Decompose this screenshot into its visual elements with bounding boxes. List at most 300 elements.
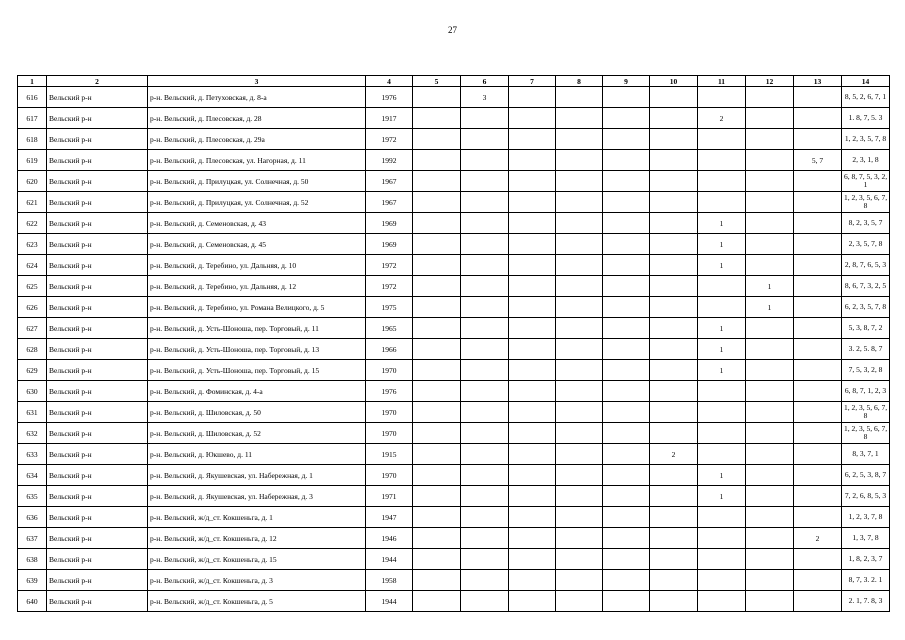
table-cell-col-9 [603,444,650,465]
table-cell-col-12 [746,171,794,192]
table-row [18,528,890,549]
table-cell-col-9 [603,108,650,129]
table-cell-col-14: 6, 8, 7, 1, 2, 3 [842,381,890,402]
column-header-10: 10 [650,76,698,87]
table-cell-col-11: 2 [698,108,746,129]
table-row [18,570,890,591]
table-cell-col-2: Вельский р-н [47,360,148,381]
table-cell-col-10 [650,171,698,192]
table-row [18,297,890,318]
table-row [18,591,890,612]
table-cell-col-14: 1, 2, 3, 5, 6, 7, 8 [842,402,890,423]
table-cell-col-5 [413,213,461,234]
table-cell-col-3: р-н. Вельский, д. Теребино, ул. Романа Велицкого, д. 5 [148,297,366,318]
table-cell-col-8 [556,486,603,507]
table-cell-col-2: Вельский р-н [47,528,148,549]
table-cell-col-9 [603,486,650,507]
table-cell-col-2: Вельский р-н [47,213,148,234]
table-cell-col-9 [603,591,650,612]
table-cell-col-6 [461,570,509,591]
table-cell-col-1: 623 [18,234,47,255]
table-cell-col-13 [794,87,842,108]
table-cell-col-6 [461,423,509,444]
table-cell-col-12 [746,360,794,381]
table-cell-col-13 [794,381,842,402]
table-cell-col-2: Вельский р-н [47,549,148,570]
table-row [18,276,890,297]
table-cell-col-11: 1 [698,465,746,486]
table-cell-col-5 [413,150,461,171]
table-row [18,192,890,213]
table-cell-col-11: 1 [698,486,746,507]
table-cell-col-11 [698,192,746,213]
table-cell-col-12 [746,318,794,339]
table-cell-col-1: 636 [18,507,47,528]
table-cell-col-12 [746,150,794,171]
table-cell-col-4: 1917 [366,108,413,129]
table-cell-col-13 [794,507,842,528]
table-row [18,150,890,171]
table-cell-col-3: р-н. Вельский, д. Плесовская, д. 28 [148,108,366,129]
table-cell-col-14: 8, 7, 3. 2. 1 [842,570,890,591]
table-cell-col-9 [603,87,650,108]
table-cell-col-8 [556,297,603,318]
table-cell-col-9 [603,129,650,150]
table-cell-col-4: 1915 [366,444,413,465]
table-cell-col-8 [556,171,603,192]
table-cell-col-7 [509,528,556,549]
table-cell-col-10 [650,339,698,360]
table-cell-col-14: 1, 2, 3, 5, 7, 8 [842,129,890,150]
table-cell-col-10 [650,486,698,507]
table-cell-col-6 [461,150,509,171]
table-cell-col-14: 8, 6, 7, 3, 2, 5 [842,276,890,297]
table-cell-col-2: Вельский р-н [47,423,148,444]
table-cell-col-11 [698,402,746,423]
table-cell-col-4: 1970 [366,423,413,444]
table-cell-col-8 [556,339,603,360]
table-cell-col-14: 7, 2, 6, 8, 5, 3 [842,486,890,507]
table-cell-col-1: 625 [18,276,47,297]
table-cell-col-14: 3. 2, 5. 8, 7 [842,339,890,360]
table-cell-col-8 [556,276,603,297]
table-cell-col-9 [603,297,650,318]
table-cell-col-10 [650,360,698,381]
table-cell-col-13 [794,318,842,339]
table-cell-col-10 [650,402,698,423]
column-header-8: 8 [556,76,603,87]
table-row [18,87,890,108]
table-cell-col-1: 637 [18,528,47,549]
table-row [18,255,890,276]
table-cell-col-5 [413,87,461,108]
table-cell-col-2: Вельский р-н [47,192,148,213]
table-cell-col-10 [650,255,698,276]
table-cell-col-3: р-н. Вельский, д. Петуховская, д. 8-а [148,87,366,108]
table-cell-col-8 [556,423,603,444]
table-cell-col-12 [746,591,794,612]
table-cell-col-4: 1970 [366,465,413,486]
table-cell-col-7 [509,192,556,213]
table-cell-col-1: 618 [18,129,47,150]
table-cell-col-6 [461,360,509,381]
table-cell-col-4: 1976 [366,381,413,402]
table-cell-col-6 [461,465,509,486]
page-number: 27 [448,25,457,35]
table-cell-col-9 [603,423,650,444]
table-cell-col-3: р-н. Вельский, д. Семеновская, д. 45 [148,234,366,255]
table-cell-col-3: р-н. Вельский, д. Шиловская, д. 50 [148,402,366,423]
table-cell-col-2: Вельский р-н [47,318,148,339]
table-cell-col-12 [746,234,794,255]
table-cell-col-2: Вельский р-н [47,171,148,192]
table-cell-col-9 [603,192,650,213]
table-cell-col-10 [650,423,698,444]
table-cell-col-4: 1992 [366,150,413,171]
table-cell-col-10 [650,549,698,570]
table-cell-col-4: 1969 [366,213,413,234]
table-cell-col-6 [461,276,509,297]
table-cell-col-8 [556,108,603,129]
table-cell-col-6 [461,486,509,507]
table-cell-col-5 [413,486,461,507]
table-cell-col-12 [746,339,794,360]
table-cell-col-7 [509,360,556,381]
table-cell-col-7 [509,465,556,486]
table-cell-col-3: р-н. Вельский, д. Прилуцкая, ул. Солнечная, д. 50 [148,171,366,192]
table-cell-col-2: Вельский р-н [47,108,148,129]
table-cell-col-7 [509,87,556,108]
table-cell-col-1: 639 [18,570,47,591]
table-cell-col-13 [794,213,842,234]
table-cell-col-2: Вельский р-н [47,87,148,108]
table-cell-col-10 [650,234,698,255]
table-cell-col-13 [794,108,842,129]
table-cell-col-3: р-н. Вельский, д. Плесовская, д. 29а [148,129,366,150]
table-cell-col-4: 1975 [366,297,413,318]
table-cell-col-6 [461,234,509,255]
table-cell-col-5 [413,339,461,360]
table-cell-col-3: р-н. Вельский, ж/д_ст. Кокшеньга, д. 5 [148,591,366,612]
table-cell-col-6 [461,108,509,129]
table-cell-col-9 [603,150,650,171]
table-cell-col-1: 631 [18,402,47,423]
table-cell-col-6: 3 [461,87,509,108]
table-cell-col-11: 1 [698,213,746,234]
table-cell-col-8 [556,87,603,108]
table-cell-col-7 [509,507,556,528]
table-cell-col-5 [413,276,461,297]
table-cell-col-14: 6, 2, 5, 3, 8, 7 [842,465,890,486]
table-cell-col-3: р-н. Вельский, д. Якушевская, ул. Набережная, д. 3 [148,486,366,507]
table-row [18,549,890,570]
table-cell-col-14: 7, 5, 3, 2, 8 [842,360,890,381]
table-cell-col-4: 1969 [366,234,413,255]
column-header-3: 3 [148,76,366,87]
table-cell-col-7 [509,591,556,612]
table-cell-col-10 [650,381,698,402]
table-cell-col-13 [794,591,842,612]
table-cell-col-4: 1972 [366,129,413,150]
table-cell-col-11 [698,87,746,108]
table-row [18,402,890,423]
table-cell-col-10 [650,591,698,612]
table-cell-col-13 [794,570,842,591]
table-cell-col-5 [413,192,461,213]
table-cell-col-13 [794,444,842,465]
column-header-11: 11 [698,76,746,87]
table-cell-col-1: 633 [18,444,47,465]
table-cell-col-8 [556,213,603,234]
table-cell-col-2: Вельский р-н [47,255,148,276]
table-cell-col-3: р-н. Вельский, д. Шиловская, д. 52 [148,423,366,444]
table-cell-col-5 [413,318,461,339]
table-cell-col-2: Вельский р-н [47,234,148,255]
table-cell-col-12 [746,402,794,423]
table-cell-col-4: 1970 [366,402,413,423]
table-cell-col-4: 1971 [366,486,413,507]
table-cell-col-2: Вельский р-н [47,591,148,612]
table-cell-col-8 [556,444,603,465]
table-row [18,213,890,234]
table-cell-col-5 [413,255,461,276]
table-cell-col-9 [603,339,650,360]
table-cell-col-5 [413,570,461,591]
table-cell-col-4: 1944 [366,549,413,570]
table-cell-col-12 [746,255,794,276]
table-cell-col-6 [461,507,509,528]
table-cell-col-11: 1 [698,339,746,360]
table-cell-col-11 [698,150,746,171]
table-cell-col-10 [650,507,698,528]
table-cell-col-7 [509,276,556,297]
table-cell-col-5 [413,528,461,549]
table-cell-col-13 [794,465,842,486]
table-cell-col-1: 620 [18,171,47,192]
table-row [18,360,890,381]
column-header-6: 6 [461,76,509,87]
table-cell-col-11: 1 [698,234,746,255]
table-cell-col-13 [794,360,842,381]
table-cell-col-7 [509,171,556,192]
table-cell-col-3: р-н. Вельский, д. Усть-Шоноша, пер. Торговый, д. 11 [148,318,366,339]
table-cell-col-11 [698,423,746,444]
table-cell-col-2: Вельский р-н [47,570,148,591]
table-cell-col-13 [794,234,842,255]
table-cell-col-10 [650,129,698,150]
table-cell-col-11 [698,444,746,465]
table-row [18,507,890,528]
table-cell-col-1: 634 [18,465,47,486]
table-cell-col-14: 1, 2, 3, 5, 6, 7, 8 [842,192,890,213]
table-cell-col-11 [698,528,746,549]
table-cell-col-7 [509,150,556,171]
table-cell-col-2: Вельский р-н [47,339,148,360]
table-cell-col-8 [556,255,603,276]
table-cell-col-11: 1 [698,318,746,339]
table-cell-col-14: 8, 5, 2, 6, 7, 1 [842,87,890,108]
table-cell-col-13 [794,402,842,423]
table-cell-col-1: 624 [18,255,47,276]
table-cell-col-13 [794,276,842,297]
column-header-2: 2 [47,76,148,87]
table-cell-col-7 [509,381,556,402]
table-cell-col-12: 1 [746,297,794,318]
table-cell-col-6 [461,255,509,276]
table-cell-col-11 [698,549,746,570]
table-cell-col-13 [794,255,842,276]
table-cell-col-13 [794,192,842,213]
table-cell-col-8 [556,192,603,213]
table-cell-col-12 [746,213,794,234]
table-cell-col-2: Вельский р-н [47,276,148,297]
table-cell-col-7 [509,108,556,129]
table-cell-col-2: Вельский р-н [47,150,148,171]
table-cell-col-6 [461,192,509,213]
table-cell-col-14: 2, 3, 5, 7, 8 [842,234,890,255]
table-cell-col-14: 8, 3, 7, 1 [842,444,890,465]
table-cell-col-11 [698,276,746,297]
table-cell-col-4: 1947 [366,507,413,528]
table-cell-col-13 [794,486,842,507]
table-cell-col-8 [556,591,603,612]
table-cell-col-8 [556,465,603,486]
table-cell-col-3: р-н. Вельский, ж/д_ст. Кокшеньга, д. 12 [148,528,366,549]
table-body [18,87,890,612]
table-cell-col-14: 1. 8, 7, 5. 3 [842,108,890,129]
table-header-row [18,76,890,87]
table-cell-col-1: 626 [18,297,47,318]
table-cell-col-10 [650,276,698,297]
table-cell-col-1: 632 [18,423,47,444]
table-cell-col-9 [603,255,650,276]
table-cell-col-6 [461,381,509,402]
table-cell-col-1: 640 [18,591,47,612]
table-cell-col-10 [650,213,698,234]
table-row [18,444,890,465]
table-cell-col-4: 1966 [366,339,413,360]
table-cell-col-8 [556,381,603,402]
table-row [18,339,890,360]
table-cell-col-5 [413,507,461,528]
table-cell-col-6 [461,129,509,150]
table-cell-col-12 [746,87,794,108]
table-cell-col-1: 621 [18,192,47,213]
table-cell-col-2: Вельский р-н [47,129,148,150]
table-cell-col-5 [413,465,461,486]
table-cell-col-11 [698,507,746,528]
table-cell-col-5 [413,381,461,402]
table-cell-col-10 [650,570,698,591]
table-cell-col-3: р-н. Вельский, д. Фоминская, д. 4-а [148,381,366,402]
table-cell-col-10 [650,150,698,171]
table-cell-col-3: р-н. Вельский, ж/д_ст. Кокшеньга, д. 15 [148,549,366,570]
table-cell-col-9 [603,402,650,423]
table-cell-col-4: 1958 [366,570,413,591]
table-cell-col-3: р-н. Вельский, ж/д_ст. Кокшеньга, д. 1 [148,507,366,528]
table-cell-col-5 [413,423,461,444]
table-cell-col-5 [413,402,461,423]
table-cell-col-5 [413,591,461,612]
table-cell-col-13: 5, 7 [794,150,842,171]
table-cell-col-3: р-н. Вельский, д. Якушевская, ул. Набережная, д. 1 [148,465,366,486]
table-cell-col-7 [509,213,556,234]
table-row [18,234,890,255]
table-cell-col-6 [461,213,509,234]
table-cell-col-6 [461,444,509,465]
table-cell-col-11 [698,591,746,612]
table-cell-col-7 [509,549,556,570]
table-cell-col-4: 1976 [366,87,413,108]
table-cell-col-13 [794,297,842,318]
table-cell-col-4: 1944 [366,591,413,612]
table-cell-col-1: 622 [18,213,47,234]
table-cell-col-4: 1970 [366,360,413,381]
column-header-9: 9 [603,76,650,87]
table-cell-col-3: р-н. Вельский, ж/д_ст. Кокшеньга, д. 3 [148,570,366,591]
table-cell-col-4: 1972 [366,255,413,276]
table-cell-col-9 [603,528,650,549]
table-cell-col-14: 1, 2, 3, 7, 8 [842,507,890,528]
table-cell-col-10 [650,108,698,129]
table-cell-col-2: Вельский р-н [47,297,148,318]
column-header-14: 14 [842,76,890,87]
table-cell-col-12 [746,507,794,528]
table-cell-col-3: р-н. Вельский, д. Теребино, ул. Дальняя, д. 10 [148,255,366,276]
table-cell-col-11 [698,381,746,402]
table-cell-col-5 [413,360,461,381]
table-cell-col-4: 1972 [366,276,413,297]
table-cell-col-1: 638 [18,549,47,570]
table-cell-col-14: 6, 8, 7, 5, 3, 2, 1 [842,171,890,192]
table-cell-col-11 [698,297,746,318]
table-cell-col-14: 1, 2, 3, 5, 6, 7, 8 [842,423,890,444]
table-row [18,171,890,192]
table-cell-col-8 [556,129,603,150]
table-cell-col-5 [413,444,461,465]
table-row [18,108,890,129]
table-cell-col-12 [746,381,794,402]
table-cell-col-12 [746,570,794,591]
table-cell-col-9 [603,318,650,339]
table-cell-col-7 [509,444,556,465]
table-cell-col-9 [603,213,650,234]
table-cell-col-11 [698,570,746,591]
table-cell-col-8 [556,318,603,339]
table-cell-col-10 [650,528,698,549]
column-header-12: 12 [746,76,794,87]
table-row [18,423,890,444]
column-header-13: 13 [794,76,842,87]
table-cell-col-9 [603,507,650,528]
table-cell-col-2: Вельский р-н [47,381,148,402]
table-cell-col-3: р-н. Вельский, д. Семеновская, д. 43 [148,213,366,234]
table-cell-col-2: Вельский р-н [47,507,148,528]
table-cell-col-7 [509,318,556,339]
table-cell-col-9 [603,570,650,591]
data-table [17,75,890,612]
table-cell-col-14: 8, 2, 3, 5, 7 [842,213,890,234]
table-cell-col-12 [746,192,794,213]
table-cell-col-8 [556,528,603,549]
table-cell-col-5 [413,129,461,150]
table-row [18,486,890,507]
table-cell-col-1: 628 [18,339,47,360]
table-cell-col-3: р-н. Вельский, д. Юкшево, д. 11 [148,444,366,465]
table-cell-col-12 [746,486,794,507]
table-row [18,318,890,339]
table-cell-col-7 [509,339,556,360]
